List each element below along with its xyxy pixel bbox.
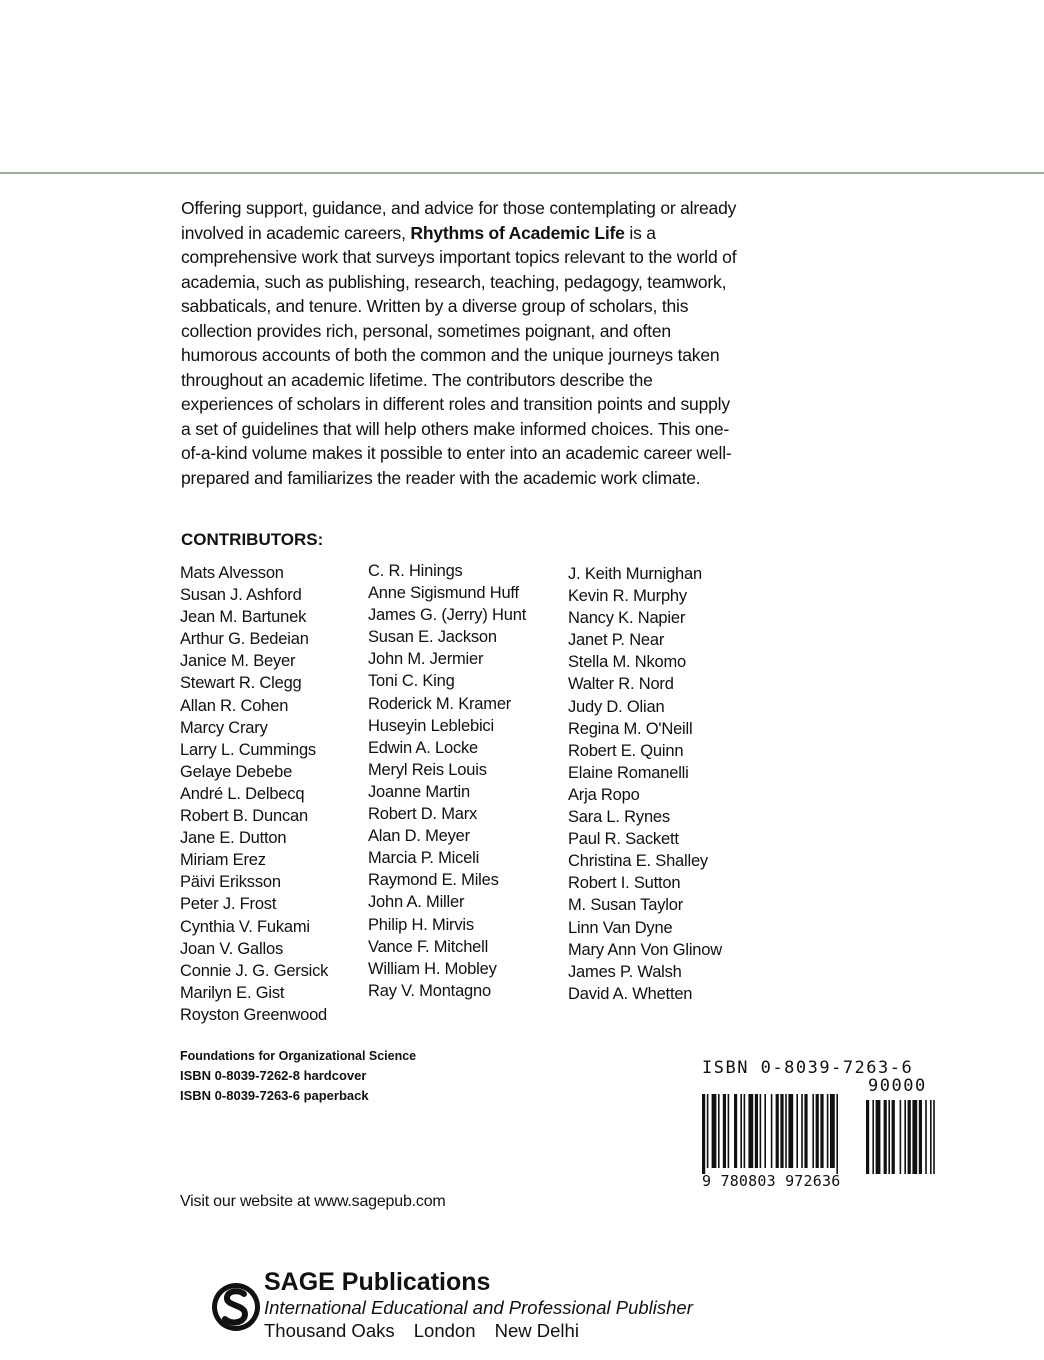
barcode-bar [827, 1094, 829, 1168]
barcode-addon-bar [872, 1100, 874, 1174]
barcode-bar [718, 1094, 720, 1168]
contributor-name: Gelaye Debebe [180, 762, 293, 781]
contributors-column-3 [568, 563, 722, 1005]
contributor-name: Janice M. Beyer [180, 652, 296, 671]
contributor-name: Ray V. Montagno [368, 981, 491, 1000]
book-description [181, 196, 741, 490]
barcode-bar [734, 1094, 737, 1168]
barcode-bar [785, 1094, 787, 1168]
barcode-addon-bar [919, 1100, 922, 1174]
contributor-name: André L. Delbecq [180, 784, 305, 803]
barcode-bar [740, 1094, 742, 1168]
contributor-name: Larry L. Cummings [180, 740, 316, 759]
barcode-bar [796, 1094, 798, 1168]
description-body: is a comprehensive work that surveys important topics relevant to the world of academia, such as publishing, research, teaching, pedagogy, teamwork, sabbaticals, and tenure. Written by a diverse group of scholars, this collection provides rich, personal, sometimes poignant, and often humorous accounts of both the common and the unique journeys taken throughout an academic lifetime. The contributors describe the experiences of scholars in different roles and transition points and supply a set of guidelines that will help others make informed choices. This one-of-a-kind volume makes it possible to enter into an academic career well-prepared and familiarizes the reader with the academic work climate. [181, 222, 737, 488]
barcode-bar [744, 1094, 746, 1168]
barcode-ean-digits: 9 780803 972636 [702, 1172, 841, 1190]
contributor-name: Anne Sigismund Huff [368, 584, 519, 603]
barcode-bar [788, 1094, 793, 1168]
contributor-name: James P. Walsh [568, 962, 682, 981]
barcode-bar [801, 1094, 803, 1168]
publisher-city: Thousand Oaks [264, 1320, 395, 1341]
contributor-name: Robert D. Marx [368, 805, 478, 824]
barcode-addon-bar [912, 1100, 917, 1174]
contributor-name: Philip H. Mirvis [368, 915, 474, 934]
contributor-name: Jean M. Bartunek [180, 608, 307, 627]
contributor-name: Robert B. Duncan [180, 807, 308, 826]
barcode-bar [702, 1094, 705, 1174]
contributor-name: James G. (Jerry) Hunt [368, 606, 527, 625]
book-title: Rhythms of Academic Life [410, 222, 625, 243]
contributor-name: Roderick M. Kramer [368, 694, 512, 713]
contributor-name: Janet P. Near [568, 631, 665, 650]
publisher-name: SAGE Publications [264, 1268, 491, 1296]
contributor-name: Susan E. Jackson [368, 628, 497, 647]
contributor-name: Cynthia V. Fukami [180, 917, 310, 936]
contributor-name: Linn Van Dyne [568, 918, 673, 937]
isbn-hardcover: ISBN 0-8039-7262-8 hardcover [180, 1068, 367, 1083]
contributor-name: Connie J. G. Gersick [180, 961, 329, 980]
contributor-name: M. Susan Taylor [568, 896, 683, 915]
contributor-name: John M. Jermier [368, 650, 484, 669]
barcode-bar [804, 1094, 807, 1168]
barcode-addon-bar [930, 1100, 932, 1174]
contributor-name: J. Keith Murnighan [568, 565, 702, 583]
barcode-addon-bar [876, 1100, 881, 1174]
publisher-tagline: International Educational and Professional Publisher [264, 1297, 693, 1318]
barcode-bar [836, 1094, 838, 1174]
contributor-name: C. R. Hinings [368, 562, 463, 580]
contributor-name: Robert I. Sutton [568, 874, 681, 893]
contributor-name: Miriam Erez [180, 851, 266, 870]
contributor-name: Robert E. Quinn [568, 741, 684, 760]
contributors-column-2 [368, 560, 526, 1002]
publisher-cities [264, 1320, 593, 1342]
contributor-name: Raymond E. Miles [368, 871, 499, 890]
contributor-name: Päivi Eriksson [180, 873, 281, 892]
barcode-addon-bar [904, 1100, 906, 1174]
barcode-bar [771, 1094, 773, 1168]
description-intro: Offering support, guidance, and advice for those contemplating or already involved in academic careers, [181, 198, 737, 243]
contributor-name: Alan D. Meyer [368, 827, 470, 846]
sage-logo-icon [210, 1270, 264, 1344]
contributor-name: Elaine Romanelli [568, 763, 689, 782]
barcode-addon-bar [892, 1100, 895, 1174]
barcode-bar [723, 1094, 726, 1168]
contributor-name: Marilyn E. Gist [180, 983, 285, 1002]
barcode-price-code: 90000 [868, 1076, 927, 1096]
contributor-name: Marcy Crary [180, 718, 268, 737]
barcode-bar [707, 1094, 709, 1168]
barcode-bar [820, 1094, 823, 1168]
barcode-bar [728, 1094, 730, 1168]
publisher-block [210, 1268, 730, 1348]
contributor-name: Nancy K. Napier [568, 609, 686, 628]
contributor-name: Toni C. King [368, 672, 455, 691]
contributor-name: Arja Ropo [568, 785, 640, 804]
contributor-name: Stewart R. Clegg [180, 674, 302, 693]
contributor-name: Jane E. Dutton [180, 829, 287, 848]
barcode-bar [830, 1094, 835, 1168]
contributor-name: John A. Miller [368, 893, 465, 912]
barcode-bar [776, 1094, 779, 1168]
barcode-isbn-label: ISBN 0-8039-7263-6 [702, 1058, 914, 1078]
series-info [180, 1046, 416, 1106]
contributor-name: Judy D. Olian [568, 697, 665, 716]
contributor-name: Peter J. Frost [180, 895, 277, 914]
contributor-name: Allan R. Cohen [180, 696, 289, 715]
contributor-name: Kevin R. Murphy [568, 587, 687, 606]
barcode-addon-bar [900, 1100, 902, 1174]
barcode-addon-bar [925, 1100, 927, 1174]
barcode-bars [700, 1094, 942, 1174]
contributor-name: Edwin A. Locke [368, 738, 479, 757]
contributor-name: Joanne Martin [368, 782, 470, 801]
contributor-name: Huseyin Leblebici [368, 716, 494, 735]
barcode-bar [816, 1094, 819, 1168]
barcode-bar [760, 1094, 762, 1168]
isbn-paperback: ISBN 0-8039-7263-6 paperback [180, 1088, 369, 1103]
contributor-name: Vance F. Mitchell [368, 937, 489, 956]
barcode-addon-bar [888, 1100, 890, 1174]
barcode [700, 1058, 942, 1190]
contributor-name: Mary Ann Von Glinow [568, 940, 722, 959]
publisher-city: New Delhi [494, 1320, 579, 1341]
contributor-name: Sara L. Rynes [568, 808, 670, 827]
barcode-addon-bar [908, 1100, 911, 1174]
contributor-name: Regina M. O'Neill [568, 719, 693, 738]
barcode-bar [812, 1094, 814, 1168]
contributor-name: Royston Greenwood [180, 1005, 328, 1024]
contributor-name: Joan V. Gallos [180, 939, 283, 958]
contributors-column-1 [180, 562, 328, 1026]
contributor-name: Susan J. Ashford [180, 586, 302, 605]
website-line: Visit our website at www.sagepub.com [180, 1193, 446, 1210]
contributor-name: Christina E. Shalley [568, 852, 708, 871]
barcode-bar [764, 1094, 766, 1168]
contributor-name: Stella M. Nkomo [568, 653, 687, 672]
series-name: Foundations for Organizational Science [180, 1049, 417, 1063]
barcode-bar [780, 1094, 783, 1168]
barcode-bar [755, 1094, 758, 1168]
contributors-heading: CONTRIBUTORS: [181, 530, 324, 549]
contributor-name: Walter R. Nord [568, 675, 674, 694]
barcode-bar [748, 1094, 753, 1168]
contributor-name: David A. Whetten [568, 984, 693, 1003]
barcode-addon-bar [866, 1100, 869, 1174]
barcode-bar [712, 1094, 717, 1168]
contributor-name: Meryl Reis Louis [368, 760, 487, 779]
barcode-addon-bar [933, 1100, 935, 1174]
contributor-name: William H. Mobley [368, 959, 497, 978]
contributor-name: Arthur G. Bedeian [180, 630, 309, 649]
contributor-name: Marcia P. Miceli [368, 849, 480, 868]
contributor-name: Mats Alvesson [180, 564, 284, 582]
publisher-city: London [413, 1320, 476, 1341]
top-divider-rule [0, 172, 1044, 174]
barcode-addon-bar [884, 1100, 887, 1174]
contributor-name: Paul R. Sackett [568, 830, 679, 849]
